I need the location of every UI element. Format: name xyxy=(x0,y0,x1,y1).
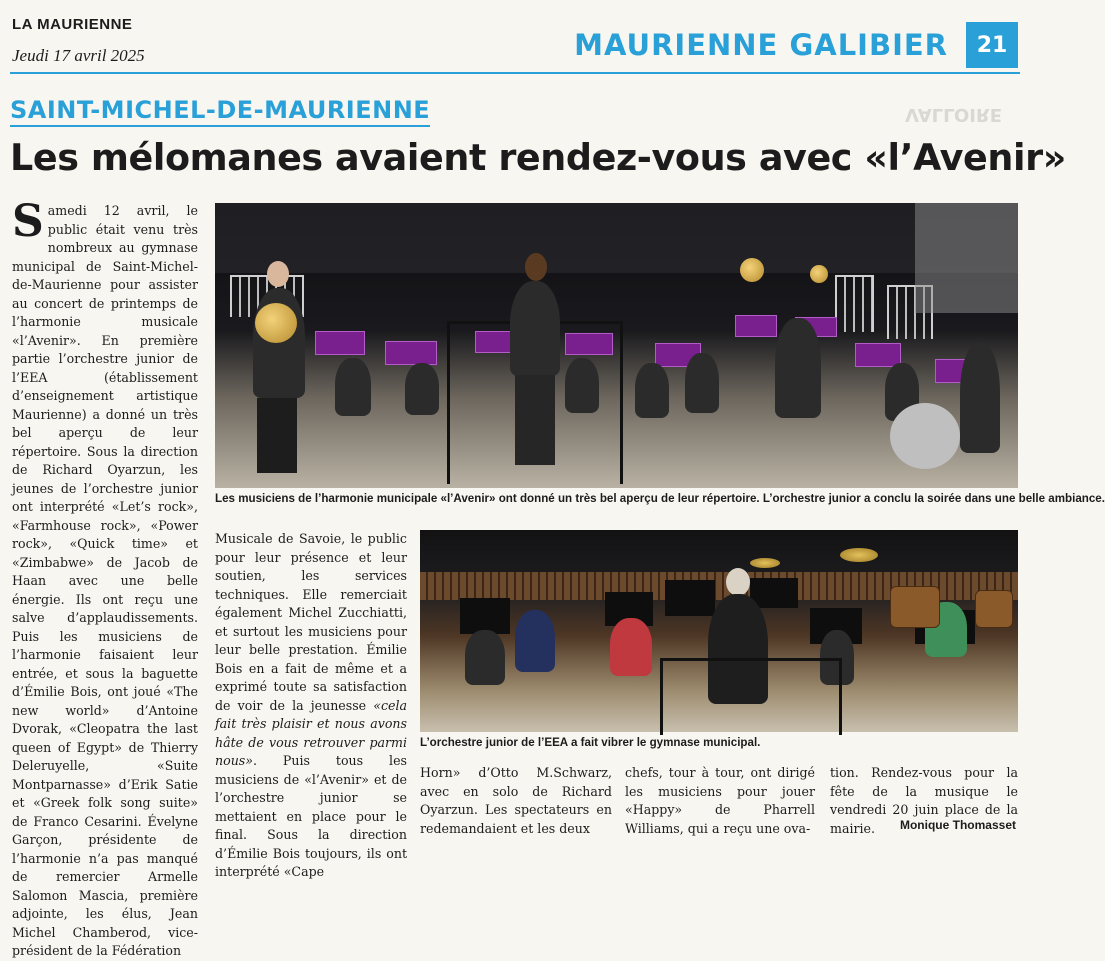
conductor xyxy=(510,281,560,376)
article-headline: Les mélomanes avaient rendez-vous avec «l’Avenir» xyxy=(10,136,1066,179)
gym-wall xyxy=(215,203,1018,273)
paper-name: LA MAURIENNE xyxy=(12,16,133,33)
cymbal-icon xyxy=(750,558,780,568)
music-stand xyxy=(855,343,901,367)
musician xyxy=(960,343,1000,453)
article-column-1 xyxy=(12,196,198,958)
drop-cap: S xyxy=(12,196,44,247)
horn-player-legs xyxy=(257,398,297,473)
cymbal-icon xyxy=(840,548,878,562)
conductor-legs xyxy=(515,375,555,465)
photo-caption-2: L’orchestre junior de l’EEA a fait vibrer le gymnase municipal. xyxy=(420,736,761,749)
issue-date: Jeudi 17 avril 2025 xyxy=(12,46,145,65)
conductor-head xyxy=(525,253,547,281)
section-title: MAURIENNE GALIBIER xyxy=(574,28,948,62)
article-column-4 xyxy=(625,764,815,836)
music-stand xyxy=(385,341,437,365)
musician xyxy=(685,353,719,413)
harmony-concert-photo xyxy=(215,203,1018,488)
photo-caption-1: Les musiciens de l’harmonie municipale «l’Avenir» ont donné un très bel aperçu de leur répertoire. L’orchestre junior a conclu la soirée dans une belle ambiance. xyxy=(215,492,1105,505)
brass-instrument-icon xyxy=(810,265,828,283)
bleed-through-text: VALLOIRE xyxy=(905,104,1003,125)
page-number-badge: 21 xyxy=(966,22,1018,68)
junior-orchestra-photo xyxy=(420,530,1018,732)
masthead xyxy=(0,0,1030,78)
railing-mid xyxy=(835,275,874,332)
musician xyxy=(335,358,371,416)
article-kicker: SAINT-MICHEL-DE-MAURIENNE xyxy=(10,96,430,127)
column-2-quote: «cela fait très plaisir et nous avons hâte de vous retrouver parmi nous» xyxy=(215,697,407,768)
header-rule xyxy=(10,72,1020,74)
spectator-head xyxy=(890,403,960,469)
article-column-3 xyxy=(420,764,612,836)
music-stand xyxy=(460,598,510,634)
musician xyxy=(775,318,821,418)
music-stand xyxy=(735,315,777,337)
drum-icon xyxy=(975,590,1013,628)
musician xyxy=(405,363,439,415)
french-horn-icon xyxy=(255,303,297,343)
author-signature: Monique Thomasset xyxy=(899,818,1016,832)
column-2-text-b: . Puis tous les musiciens de «l’Avenir» et de l’orchestre junior se mettaient en place pour le final. Sous la direction d’Émilie Bois toujours, ils ont interprété «Cape xyxy=(215,753,407,879)
horn-player-head xyxy=(267,261,289,287)
musician xyxy=(610,618,652,676)
musician xyxy=(515,610,555,672)
column-1-text: amedi 12 avril, le public était venu très nombreux au gymnase municipal de Saint-Michel-de-Maurienne pour assister au concert de printemps de l’harmonie musicale «l’Avenir». En première partie l’orchestre junior de l’EEA (établissement d’enseignement artistique Maurienne) a donné un très bel aperçu de leur répertoire. Sous la direction de Richard Oyarzun, les jeunes de l’orchestre junior ont interprété «Let’s rock», «Farmhouse rock», «Power rock», «Quick time» et «Zimbabwe» de Jacob de Haan avec une belle énergie. Ils ont reçu une salve d’applaudissements. Puis les musiciens de l’harmonie faisaient leur entrée, et sous la baguette d’Émilie Bois, ont joué «The new world» d’Antoine Dvorak, «Cleopatra the last queen of Egypt» de Thierry Deleruyelle, «Suite Montparnasse» d’Erik Satie et «Greek folk song suite» de Franco Cesarini. Évelyne Garçon, présidente de l’harmonie n’a pas manqué de remercier Armelle Salomon Mascia, première adjointe, les élus, Jean Michel Chamberod, vice-président de la Fédération xyxy=(12,203,198,958)
tuba-icon xyxy=(740,258,764,282)
music-stand xyxy=(665,580,715,616)
column-2-text-a: Musicale de Savoie, le public pour leur présence et leur soutien, les services techniques. Elle remerciait également Michel Zucchiatti, et surtout les musiciens pour leur belle prestation. Émilie Bois en a fait de même et a exprimé toute sa satisfaction de voir de la jeunesse xyxy=(215,531,407,713)
column-3-text: Horn» d’Otto M.Schwarz, avec en solo de Richard Oyarzun. Les spectateurs en redemandaient et les deux xyxy=(420,765,612,836)
column-5-text: tion. Rendez-vous pour la fête de la musique le vendredi 20 juin place de la mairie. xyxy=(830,765,1018,836)
music-stand xyxy=(315,331,365,355)
article-column-2 xyxy=(215,530,407,879)
gym-door xyxy=(915,203,1018,313)
musician xyxy=(465,630,505,685)
musician xyxy=(635,363,669,418)
column-4-text: chefs, tour à tour, ont dirigé les musiciens pour jouer «Happy» de Pharrell Williams, qui a reçu une ova- xyxy=(625,765,815,836)
timpani-icon xyxy=(890,586,940,628)
conductor-podium xyxy=(660,658,842,735)
conductor-head xyxy=(726,568,750,596)
